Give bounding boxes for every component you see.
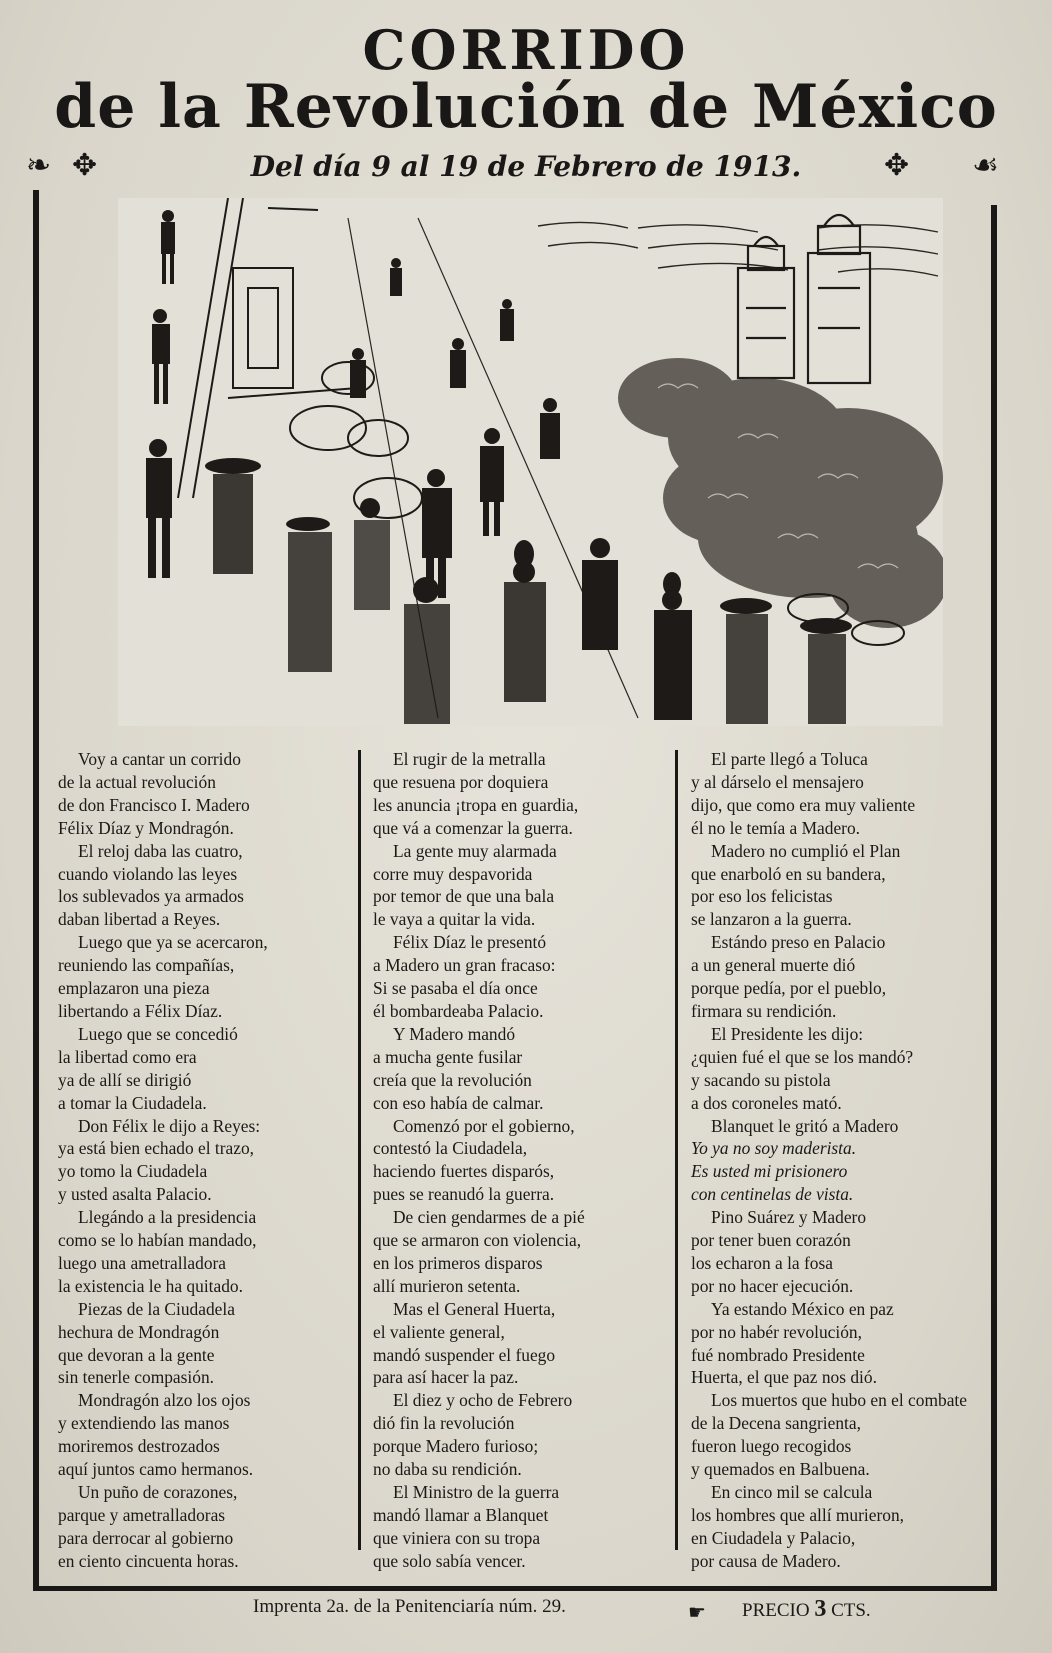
stanza	[58, 931, 354, 1023]
verse-line: para así hacer la paz.	[373, 1367, 519, 1388]
verse-line: cuando violando las leyes	[58, 863, 238, 884]
price-unit: CTS.	[831, 1600, 871, 1621]
stanza	[691, 1023, 990, 1115]
verse-line: daban libertad a Reyes.	[58, 909, 221, 930]
verse-line: En cinco mil se calcula	[711, 1482, 873, 1502]
verse-line: dió fin la revolución	[373, 1413, 515, 1434]
verse-line: en los primeros disparos	[373, 1252, 543, 1273]
verse-line: en ciento cincuenta horas.	[58, 1550, 239, 1571]
verse-line: creía que la revolución	[373, 1069, 532, 1090]
verse-line: la libertad como era	[58, 1046, 197, 1067]
verse-line: reuniendo las compañías,	[58, 955, 235, 976]
verse-line: los sublevados ya armados	[58, 886, 244, 907]
verse-line: que solo sabía vencer.	[373, 1550, 526, 1571]
verse-line: mandó llamar a Blanquet	[373, 1504, 549, 1525]
verse-line: Un puño de corazones,	[78, 1482, 238, 1502]
verse-line: a mucha gente fusilar	[373, 1046, 523, 1067]
stanza	[373, 1481, 673, 1573]
verse-line: por no habér revolución,	[691, 1321, 862, 1342]
verse-line: de la actual revolución	[58, 771, 216, 792]
verse-line: hechura de Mondragón	[58, 1321, 220, 1342]
verse-line: y al dárselo el mensajero	[691, 771, 864, 792]
stanza	[373, 748, 673, 840]
footer	[0, 1596, 1052, 1626]
stanza	[691, 748, 990, 840]
verse-line: sin tenerle compasión.	[58, 1367, 214, 1388]
verse-line: De cien gendarmes de a pié	[393, 1207, 585, 1228]
verse-line: allí murieron setenta.	[373, 1275, 521, 1296]
verse-line: Voy a cantar un corrido	[78, 749, 241, 769]
stanza	[58, 1115, 354, 1207]
verse-column-3	[691, 748, 990, 1573]
verse-line: de don Francisco I. Madero	[58, 794, 250, 815]
price-label: PRECIO	[742, 1600, 810, 1621]
verse-line: Madero no cumplió el Plan	[711, 840, 901, 861]
stanza	[373, 1023, 673, 1115]
verse-line: El reloj daba las cuatro,	[78, 840, 243, 861]
verse-line: Luego que ya se acercaron,	[78, 932, 268, 953]
fleuron-icon: ❧	[26, 148, 52, 183]
verse-line: Si se pasaba el día once	[373, 978, 538, 999]
verse-line: los hombres que allí murieron,	[691, 1504, 904, 1525]
verse-line: por tener buen corazón	[691, 1230, 851, 1251]
frame-rule-bottom	[33, 1586, 997, 1591]
frame-rule-right	[991, 205, 997, 1588]
verse-line: que viniera con su tropa	[373, 1527, 541, 1548]
stanza	[373, 1298, 673, 1390]
date-line: Del día 9 al 19 de Febrero de 1913.	[250, 150, 802, 183]
pointing-hand-icon: ☛	[688, 1600, 706, 1624]
stanza	[58, 1023, 354, 1115]
verse-line: fué nombrado Presidente	[691, 1344, 865, 1365]
verse-line: por no hacer ejecución.	[691, 1275, 854, 1296]
stanza	[373, 1206, 673, 1298]
verse-line: Luego que se concedió	[78, 1023, 238, 1044]
stanza	[691, 1206, 990, 1298]
verse-line: libertando a Félix Díaz.	[58, 1000, 223, 1021]
verse-line: Pino Suárez y Madero	[711, 1207, 867, 1228]
verse-line: que se armaron con violencia,	[373, 1230, 582, 1251]
verse-line: ya está bien echado el trazo,	[58, 1138, 255, 1159]
verse-column-1	[58, 748, 354, 1573]
verse-line: Los muertos que hubo en el combate	[711, 1390, 967, 1411]
verse-line: el valiente general,	[373, 1321, 505, 1342]
verse-line: emplazaron una pieza	[58, 978, 210, 999]
stanza	[691, 840, 990, 932]
stanza	[691, 1298, 990, 1390]
verse-line: Piezas de la Ciudadela	[78, 1298, 235, 1319]
fleuron-icon: ✥	[72, 148, 98, 183]
verse-line: y usted asalta Palacio.	[58, 1184, 212, 1205]
verse-line: con eso había de calmar.	[373, 1092, 544, 1113]
verse-line: por temor de que una bala	[373, 886, 555, 907]
verse-line: que enarboló en su bandera,	[691, 863, 886, 884]
verse-line: El diez y ocho de Febrero	[393, 1390, 573, 1411]
verse-line: contestó la Ciudadela,	[373, 1138, 528, 1159]
verse-line: yo tomo la Ciudadela	[58, 1161, 208, 1182]
stanza	[58, 1298, 354, 1390]
verse-line: fueron luego recogidos	[691, 1436, 852, 1457]
verse-line: para derrocar al gobierno	[58, 1527, 234, 1548]
verse-line: y quemados en Balbuena.	[691, 1459, 870, 1480]
verse-line: El Ministro de la guerra	[393, 1482, 560, 1502]
verse-line: que vá a comenzar la guerra.	[373, 817, 573, 838]
verse-line: con centinelas de vista.	[691, 1184, 854, 1205]
verse-line: corre muy despavorida	[373, 863, 533, 884]
verse-line: aquí juntos camo hermanos.	[58, 1459, 254, 1480]
price-value: 3	[814, 1596, 827, 1622]
verse-line: mandó suspender el fuego	[373, 1344, 556, 1365]
stanza	[58, 1481, 354, 1573]
verse-line: Llegándo a la presidencia	[78, 1207, 257, 1228]
verse-line: Ya estando México en paz	[711, 1298, 894, 1319]
column-divider	[675, 750, 678, 1550]
stanza	[373, 840, 673, 932]
price	[742, 1596, 871, 1623]
verse-line: porque Madero furioso;	[373, 1436, 539, 1457]
verse-line: ya de allí se dirigió	[58, 1069, 192, 1090]
verse-line: Yo ya no soy maderista.	[691, 1138, 857, 1159]
verse-line: que devoran a la gente	[58, 1344, 215, 1365]
verse-line: firmara su rendición.	[691, 1000, 837, 1021]
verse-line: El rugir de la metralla	[393, 749, 546, 769]
stanza	[373, 1115, 673, 1207]
column-divider	[358, 750, 361, 1550]
verse-line: los echaron a la fosa	[691, 1252, 833, 1273]
verse-line: Félix Díaz y Mondragón.	[58, 817, 234, 838]
printer-imprint: Imprenta 2a. de la Penitenciaría núm. 29.	[253, 1596, 566, 1617]
verse-line: él bombardeaba Palacio.	[373, 1000, 544, 1021]
verse-line: dijo, que como era muy valiente	[691, 794, 916, 815]
stanza	[58, 748, 354, 840]
verse-line: la existencia le ha quitado.	[58, 1275, 243, 1296]
verse-line: y extendiendo las manos	[58, 1413, 230, 1434]
stanza	[691, 1481, 990, 1573]
verse-line: Don Félix le dijo a Reyes:	[78, 1115, 261, 1136]
verse-line: Es usted mi prisionero	[691, 1161, 848, 1182]
verse-line: Félix Díaz le presentó	[393, 932, 547, 953]
title: CORRIDO	[362, 18, 690, 82]
verse-line: Mondragón alzo los ojos	[78, 1390, 251, 1411]
fleuron-icon: ✥	[884, 148, 910, 183]
crowd-engraving-illustration	[118, 198, 943, 726]
verse-line: moriremos destrozados	[58, 1436, 220, 1457]
stanza	[373, 1389, 673, 1481]
stanza	[58, 840, 354, 932]
verse-line: de la Decena sangrienta,	[691, 1413, 861, 1434]
verse-line: La gente muy alarmada	[393, 840, 557, 861]
verse-line: Estándo preso en Palacio	[711, 932, 886, 953]
stanza	[373, 931, 673, 1023]
verse-line: le vaya a quitar la vida.	[373, 909, 536, 930]
verse-line: por eso los felicistas	[691, 886, 833, 907]
stanza	[691, 1389, 990, 1481]
verse-line: y sacando su pistola	[691, 1069, 831, 1090]
verse-line: a dos coroneles mató.	[691, 1092, 842, 1113]
stanza	[691, 1115, 990, 1207]
verse-line: parque y ametralladoras	[58, 1504, 226, 1525]
verse-line: les anuncia ¡tropa en guardia,	[373, 794, 579, 815]
fleuron-icon: ☙	[972, 148, 999, 183]
frame-rule-left	[33, 190, 39, 1588]
verse-line: por causa de Madero.	[691, 1550, 841, 1571]
verse-line: El Presidente les dijo:	[711, 1023, 864, 1044]
verse-line: El parte llegó a Toluca	[711, 749, 868, 769]
verse-line: se lanzaron a la guerra.	[691, 909, 852, 930]
verse-line: porque pedía, por el pueblo,	[691, 978, 887, 999]
verse-column-2	[373, 748, 673, 1573]
subtitle: de la Revolución de México	[54, 72, 998, 142]
verse-line: a Madero un gran fracaso:	[373, 955, 556, 976]
verse-line: a tomar la Ciudadela.	[58, 1092, 207, 1113]
verse-line: haciendo fuertes disparós,	[373, 1161, 555, 1182]
verse-line: como se lo habían mandado,	[58, 1230, 257, 1251]
verse-line: luego una ametralladora	[58, 1252, 227, 1273]
stanza	[691, 931, 990, 1023]
verse-line: a un general muerte dió	[691, 955, 856, 976]
stanza	[58, 1389, 354, 1481]
verse-line: Mas el General Huerta,	[393, 1298, 556, 1319]
verse-line: pues se reanudó la guerra.	[373, 1184, 555, 1205]
verse-line: Comenzó por el gobierno,	[393, 1115, 575, 1136]
verse-line: Huerta, el que paz nos dió.	[691, 1367, 877, 1388]
verse-line: él no le temía a Madero.	[691, 817, 861, 838]
verse-line: Y Madero mandó	[393, 1023, 516, 1044]
verse-line: ¿quien fué el que se los mandó?	[691, 1046, 914, 1067]
verse-line: Blanquet le gritó a Madero	[711, 1115, 899, 1136]
verse-line: que resuena por doquiera	[373, 771, 549, 792]
verse-line: no daba su rendición.	[373, 1459, 522, 1480]
verse-line: en Ciudadela y Palacio,	[691, 1527, 856, 1548]
stanza	[58, 1206, 354, 1298]
